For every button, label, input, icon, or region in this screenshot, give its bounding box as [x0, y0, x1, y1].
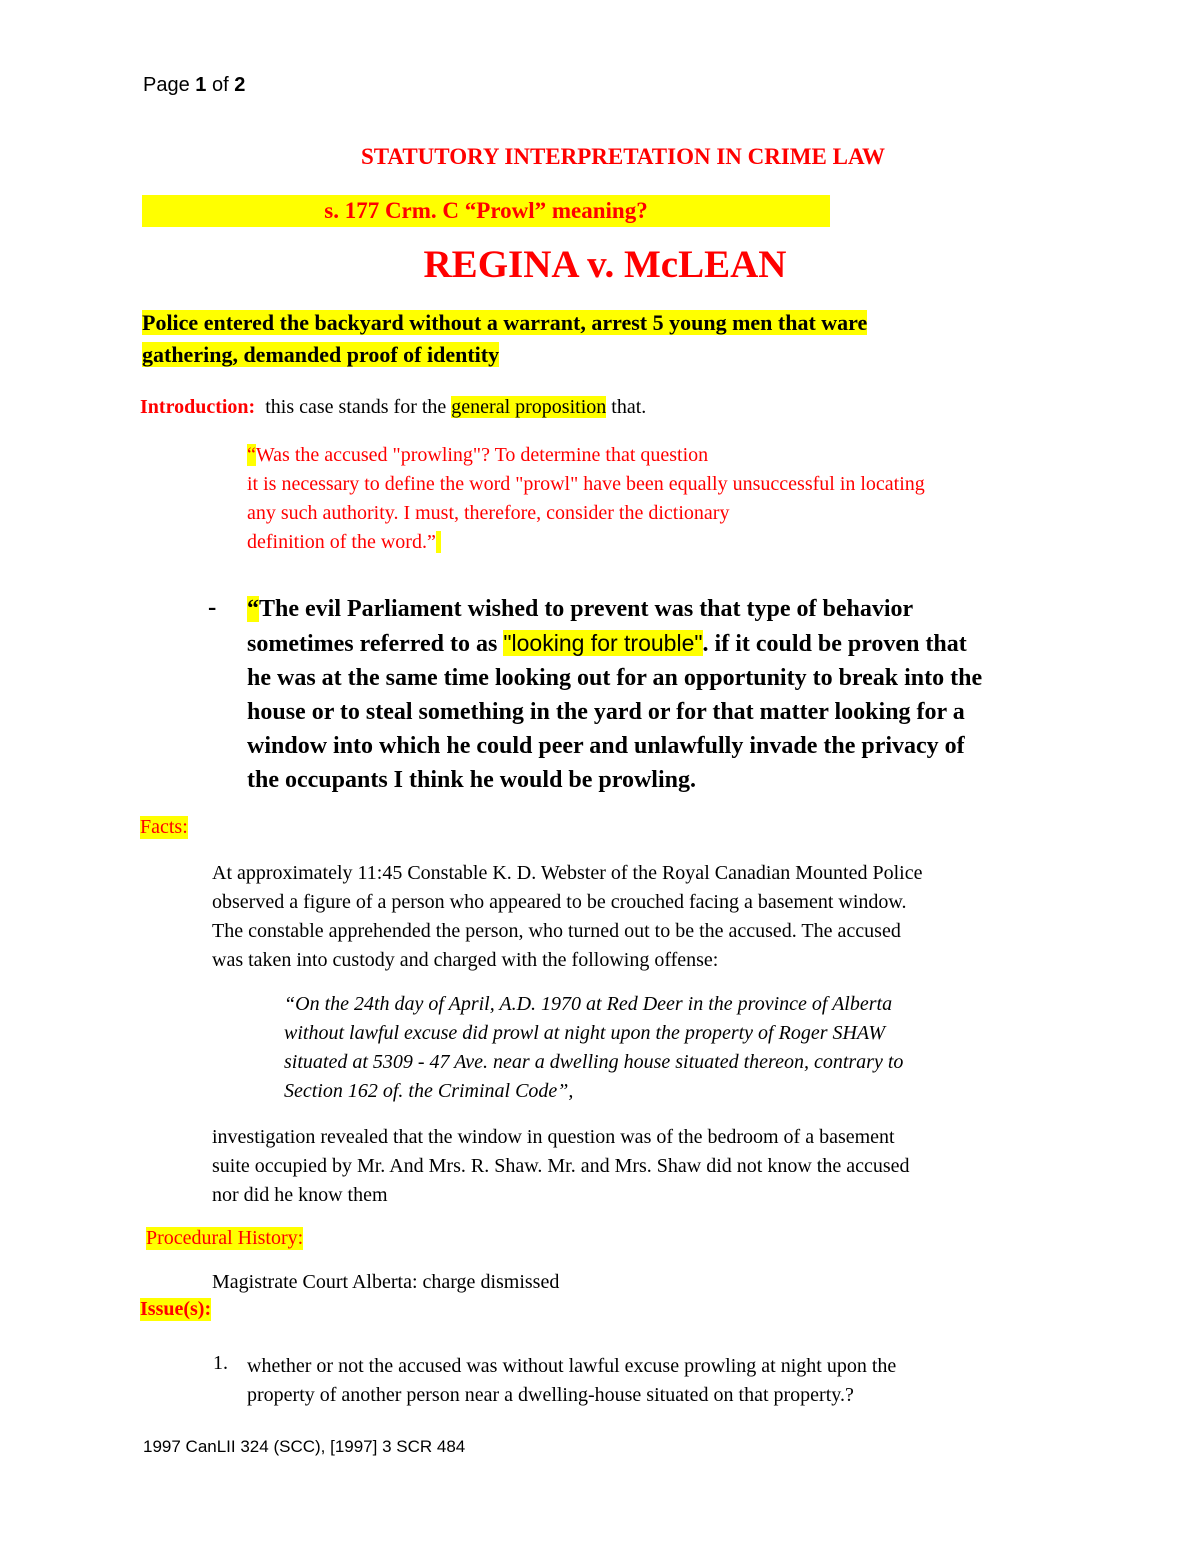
charge-quote [284, 990, 903, 1106]
of-word: of [211, 74, 229, 96]
quote1-line-4: definition of the word.” [247, 531, 436, 553]
introduction-highlight: general proposition [451, 396, 607, 418]
quote2-open-mark: “ [247, 596, 259, 622]
charge-line: without lawful excuse did prowl at night upon the property of Roger SHAW [284, 1022, 886, 1044]
page-header [143, 74, 245, 97]
facts-line: observed a figure of a person who appeared to be crouched facing a basement window. [212, 891, 907, 913]
issue-number: 1. [213, 1352, 228, 1374]
case-name: REGINA v. McLEAN [423, 243, 787, 286]
issues-label: Issue(s): [140, 1298, 212, 1320]
facts-line: was taken into custody and charged with the following offense: [212, 949, 719, 971]
introduction-label: Introduction: [140, 396, 256, 418]
page-word: Page [143, 74, 190, 96]
document-subtitle: s. 177 Crm. C “Prowl” meaning? [142, 195, 830, 227]
charge-line: situated at 5309 - 47 Ave. near a dwelling house situated thereon, contrary to [284, 1051, 904, 1073]
procedural-history-text: Magistrate Court Alberta: charge dismissed [212, 1271, 560, 1293]
issue-line-2: property of another person near a dwelling-house situated on that property.? [247, 1384, 854, 1406]
quote2-line-5: window into which he could peer and unlawfully invade the privacy of [247, 733, 965, 759]
investigation-line: suite occupied by Mr. And Mrs. R. Shaw. Mr. and Mrs. Shaw did not know the accused [212, 1155, 910, 1177]
facts-line: At approximately 11:45 Constable K. D. Webster of the Royal Canadian Mounted Police [212, 862, 923, 884]
bullet-dash: - [208, 594, 217, 621]
case-summary [142, 307, 1062, 371]
quote1-close-mark [436, 531, 441, 553]
facts-line: The constable apprehended the person, who turned out to be the accused. The accused [212, 920, 901, 942]
investigation-line: nor did he know them [212, 1184, 388, 1206]
facts-paragraph-1 [212, 859, 922, 975]
facts-paragraph-2 [212, 1123, 910, 1210]
quote1-line-1: Was the accused "prowling"? To determine that question [255, 444, 709, 466]
investigation-line: investigation revealed that the window in question was of the bedroom of a basement [212, 1126, 895, 1148]
facts-label: Facts: [140, 816, 188, 838]
introduction-text-after: that. [606, 396, 647, 418]
introduction [140, 396, 646, 419]
dictionary-quote [247, 441, 925, 557]
charge-line: “On the 24th day of April, A.D. 1970 at Red Deer in the province of Alberta [284, 993, 893, 1015]
quote2-line-2-before: sometimes referred to as [247, 631, 504, 657]
quote1-line-2: it is necessary to define the word "prowl" have been equally unsuccessful in locating [247, 473, 925, 495]
summary-line-2: gathering, demanded proof of identity [142, 342, 500, 367]
quote2-highlight: "looking for trouble" [503, 630, 703, 656]
quote1-open-mark: “ [247, 444, 256, 466]
quote2-line-2-after: . if it could be proven that [702, 631, 967, 657]
document-title: STATUTORY INTERPRETATION IN CRIME LAW [360, 144, 885, 169]
issue-line-1: whether or not the accused was without lawful excuse prowling at night upon the [247, 1355, 897, 1377]
procedural-history-label: Procedural History: [146, 1227, 304, 1249]
citation-footer: 1997 CanLII 324 (SCC), [1997] 3 SCR 484 [143, 1437, 466, 1456]
quote1-line-3: any such authority. I must, therefore, consider the dictionary [247, 502, 730, 524]
issue-item [247, 1352, 896, 1410]
parliament-quote [247, 592, 1067, 797]
summary-line-1: Police entered the backyard without a warrant, arrest 5 young men that ware [142, 310, 868, 335]
page-total: 2 [234, 74, 246, 96]
charge-line: Section 162 of. the Criminal Code”, [284, 1080, 574, 1102]
quote2-line-4: house or to steal something in the yard or for that matter looking for a [247, 699, 965, 725]
quote2-line-3: he was at the same time looking out for an opportunity to break into the [247, 665, 983, 691]
page-number: 1 [195, 74, 207, 96]
quote2-line-1: The evil Parliament wished to prevent was that type of behavior [259, 596, 914, 622]
introduction-text-before: this case stands for the [255, 396, 452, 418]
quote2-line-6: the occupants I think he would be prowling. [247, 767, 696, 793]
